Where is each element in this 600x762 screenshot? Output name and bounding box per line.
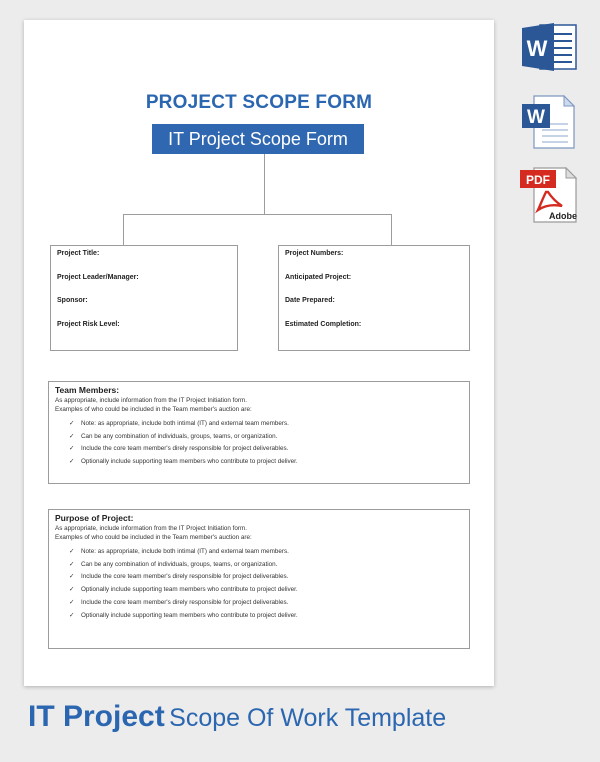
team-members-title: Team Members: xyxy=(55,385,120,395)
project-info-box-right xyxy=(278,245,470,351)
word-icon-letter: W xyxy=(526,36,548,61)
checkmark-icon: ✓ xyxy=(69,586,75,594)
form-title-box: IT Project Scope Form xyxy=(152,124,364,154)
team-members-section xyxy=(48,381,470,484)
checkmark-icon: ✓ xyxy=(69,445,75,453)
field-estimated-completion: Estimated Completion: xyxy=(285,320,362,328)
project-info-box-left xyxy=(50,245,238,351)
pdf-icon[interactable] xyxy=(518,166,580,226)
field-anticipated-project: Anticipated Project: xyxy=(285,273,352,281)
checkmark-icon: ✓ xyxy=(69,548,75,555)
connector-left-drop xyxy=(123,214,124,245)
doc-file-icon[interactable] xyxy=(520,94,578,150)
list-item: ✓ Include the core team member's direly responsible for project deliverables. xyxy=(69,443,463,456)
purpose-intro-line: As appropriate, include information from the IT Project Initiation form. xyxy=(55,525,248,532)
list-item: ✓ Include the core team member's direly responsible for project deliverables. xyxy=(69,597,463,610)
checkmark-icon: ✓ xyxy=(69,598,75,606)
pdf-label: PDF xyxy=(526,173,550,187)
purpose-section xyxy=(48,509,470,649)
list-item: ✓ Can be any combination of individuals, groups, teams, or organization. xyxy=(69,431,463,444)
template-title xyxy=(28,700,446,734)
team-members-bullet-list xyxy=(69,418,463,469)
list-item: ✓ Optionally include supporting team members who contribute to project deliver. xyxy=(69,456,463,469)
team-members-intro-line: Examples of who could be included in the Team member's auction are: xyxy=(55,406,252,413)
purpose-bullet-list xyxy=(69,546,463,622)
field-project-title: Project Title: xyxy=(57,250,100,257)
field-project-numbers: Project Numbers: xyxy=(285,250,344,257)
checkmark-icon: ✓ xyxy=(69,420,75,427)
adobe-label: Adobe xyxy=(549,211,577,221)
field-sponsor: Sponsor: xyxy=(57,297,88,304)
checkmark-icon: ✓ xyxy=(69,458,75,466)
list-item: ✓ Note: as appropriate, include both intimal (IT) and external team members. xyxy=(69,418,463,431)
field-date-prepared: Date Prepared: xyxy=(285,297,335,304)
document-heading: PROJECT SCOPE FORM xyxy=(145,92,373,113)
document-page xyxy=(24,20,494,686)
connector-vertical xyxy=(264,154,265,214)
checkmark-icon: ✓ xyxy=(69,611,75,619)
purpose-title: Purpose of Project: xyxy=(55,513,134,523)
connector-horizontal xyxy=(123,214,392,215)
list-item: ✓ Can be any combination of individuals, groups, teams, or organization. xyxy=(69,559,463,572)
checkmark-icon: ✓ xyxy=(69,432,75,440)
field-risk-level: Project Risk Level: xyxy=(57,320,120,328)
list-item: ✓ Optionally include supporting team members who contribute to project deliver. xyxy=(69,584,463,597)
field-project-leader: Project Leader/Manager: xyxy=(57,273,139,281)
list-item: ✓ Note: as appropriate, include both intimal (IT) and external team members. xyxy=(69,546,463,559)
doc-icon-letter: W xyxy=(527,107,545,128)
template-title-bold: IT Project xyxy=(28,700,165,733)
checkmark-icon: ✓ xyxy=(69,573,75,581)
list-item: ✓ Optionally include supporting team members who contribute to project deliver. xyxy=(69,610,463,623)
checkmark-icon: ✓ xyxy=(69,560,75,568)
connector-right-drop xyxy=(391,214,392,245)
word-icon[interactable] xyxy=(520,22,578,72)
purpose-intro-line: Examples of who could be included in the Team member's auction are: xyxy=(55,534,252,541)
team-members-intro-line: As appropriate, include information from the IT Project Initiation form. xyxy=(55,397,248,404)
template-title-light: Scope Of Work Template xyxy=(169,704,447,732)
list-item: ✓ Include the core team member's direly responsible for project deliverables. xyxy=(69,571,463,584)
